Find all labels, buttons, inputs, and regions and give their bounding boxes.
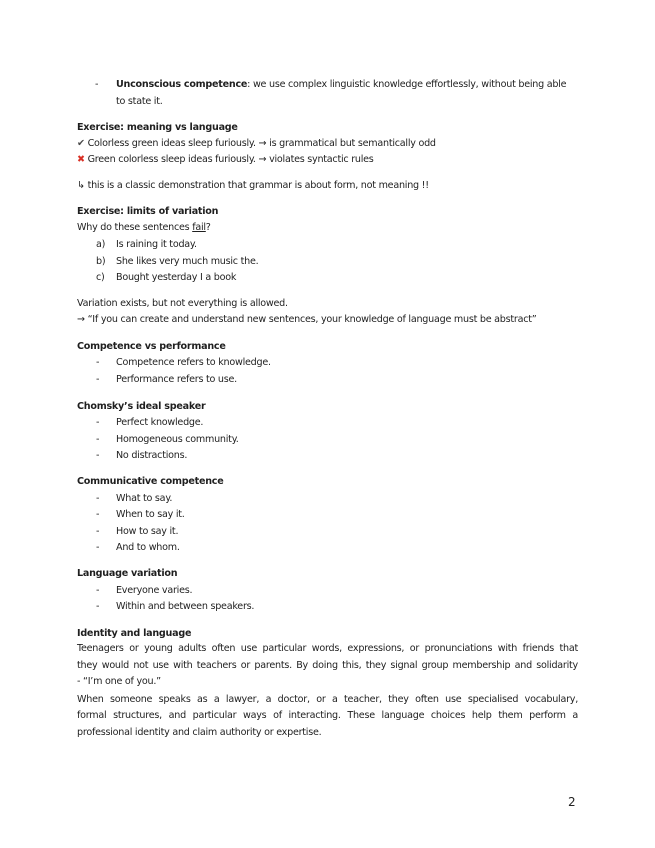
- page-number: 2: [568, 795, 576, 809]
- variation-quote: → “If you can create and understand new sentences, your knowledge of language must be abstract”: [77, 314, 537, 325]
- cross-mark-icon: ✖: [77, 154, 85, 165]
- section-heading-meaning: Exercise: meaning vs language: [77, 122, 238, 133]
- list-item: Everyone varies.: [116, 585, 193, 596]
- paragraph-line: - “I’m one of you.”: [77, 676, 161, 687]
- example-ungrammatical: [77, 154, 374, 166]
- bullet-dash: -: [96, 601, 100, 612]
- list-item: Homogeneous community.: [116, 434, 239, 445]
- list-item: No distractions.: [116, 450, 188, 461]
- bullet-dash: -: [96, 542, 100, 553]
- bullet-dash: -: [96, 434, 100, 445]
- bullet-dash: -: [96, 357, 100, 368]
- list-marker: c): [96, 272, 105, 283]
- question-mark: ?: [205, 222, 211, 233]
- section-heading-identity: Identity and language: [77, 628, 192, 639]
- bullet-dash: -: [96, 526, 100, 537]
- example-grammatical: [77, 138, 436, 150]
- bullet-dash: -: [96, 585, 100, 596]
- list-item: What to say.: [116, 493, 173, 504]
- list-item: Competence refers to knowledge.: [116, 357, 271, 368]
- list-item: Is raining it today.: [116, 239, 197, 250]
- list-item: How to say it.: [116, 526, 179, 537]
- section-heading-variation-limits: Exercise: limits of variation: [77, 206, 219, 217]
- example-text: Colorless green ideas sleep furiously. → is grammatical but semantically odd: [87, 138, 436, 149]
- section-heading-communicative: Communicative competence: [77, 476, 224, 487]
- paragraph-line: they would not use with teachers or parents. By doing this, they signal group membership and solidarity: [77, 660, 578, 671]
- variation-summary: Variation exists, but not everything is allowed.: [77, 298, 288, 309]
- list-item: Within and between speakers.: [116, 601, 255, 612]
- list-item: She likes very much music the.: [116, 256, 259, 267]
- question-text: Why do these sentences: [77, 222, 193, 233]
- list-item: Performance refers to use.: [116, 374, 237, 385]
- term-definition-continued: to state it.: [116, 96, 163, 107]
- paragraph-line: formal structures, and particular ways of interacting. These language choices help them perform a: [77, 710, 578, 721]
- paragraph-line: When someone speaks as a lawyer, a doctor, or a teacher, they often use specialised vocabulary,: [77, 694, 578, 705]
- bullet-dash: -: [96, 493, 100, 504]
- bullet-dash: -: [96, 417, 100, 428]
- list-item: Perfect knowledge.: [116, 417, 204, 428]
- list-marker: a): [96, 239, 106, 250]
- paragraph-line: professional identity and claim authority or expertise.: [77, 727, 322, 738]
- checkmark-icon: ✔: [77, 138, 85, 149]
- bullet-dash: -: [96, 374, 100, 385]
- list-item: Bought yesterday I a book: [116, 272, 237, 283]
- bullet-dash: -: [96, 450, 100, 461]
- list-item: When to say it.: [116, 509, 185, 520]
- paragraph-line: Teenagers or young adults often use particular words, expressions, or pronunciations with friends that: [77, 643, 578, 654]
- list-marker: b): [96, 256, 106, 267]
- demonstration-note: ↳ this is a classic demonstration that grammar is about form, not meaning !!: [77, 180, 429, 191]
- section-heading-chomsky: Chomsky’s ideal speaker: [77, 401, 206, 412]
- section-heading-language-variation: Language variation: [77, 568, 178, 579]
- variation-question: [77, 222, 211, 234]
- question-underlined-word: fail: [192, 222, 206, 233]
- example-text: Green colorless sleep ideas furiously. → violates syntactic rules: [87, 154, 374, 165]
- bullet-dash: -: [95, 79, 99, 90]
- bullet-dash: -: [96, 509, 100, 520]
- list-item: And to whom.: [116, 542, 180, 553]
- term-bold: Unconscious competence: [116, 79, 248, 90]
- unconscious-competence-item: [116, 79, 566, 91]
- term-definition: : we use complex linguistic knowledge effortlessly, without being able: [247, 79, 567, 90]
- section-heading-competence: Competence vs performance: [77, 341, 226, 352]
